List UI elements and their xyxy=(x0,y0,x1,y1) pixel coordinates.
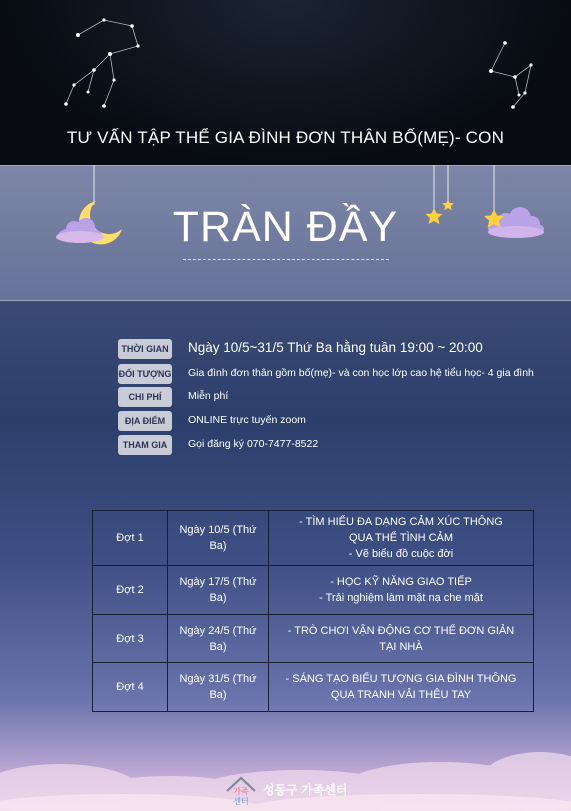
footer-org: 성동구 가족센터 xyxy=(263,783,348,797)
date-cell: Ngày 24/5 (Thứ Ba) xyxy=(168,615,269,663)
info-label: ĐỊA ĐIỂM xyxy=(118,411,172,431)
table-row xyxy=(93,566,534,615)
title-underline xyxy=(183,259,389,260)
activity-cell: - TÌM HIỂU ĐA DẠNG CẢM XÚC THÔNG QUA THỂ TÌNH CẢM - Vẽ biểu đồ cuộc đời xyxy=(269,511,534,566)
info-label: THAM GIA xyxy=(118,435,172,455)
divider xyxy=(0,300,571,301)
program-subtitle: TƯ VẤN TẬP THỂ GIA ĐÌNH ĐƠN THÂN BỐ(MẸ)- CON xyxy=(66,128,505,147)
activity-cell: - SÁNG TẠO BIỂU TƯỢNG GIA ĐÌNH THÔNG QUA TRANH VẢI THÊU TAY xyxy=(269,663,534,712)
table-row xyxy=(93,511,534,566)
info-value: Gọi đăng ký 070-7477-8522 xyxy=(188,438,319,450)
session-cell: Đợt 2 xyxy=(93,566,168,615)
info-value: Gia đình đơn thân gồm bố(mẹ)- và con học lớp cao hệ tiểu học- 4 gia đình xyxy=(188,367,534,379)
session-cell: Đợt 4 xyxy=(93,663,168,712)
date-cell: Ngày 10/5 (Thứ Ba) xyxy=(168,511,269,566)
table-row xyxy=(93,615,534,663)
activity-cell: - TRÒ CHƠI VẬN ĐỘNG CƠ THỂ ĐƠN GIẢN TẠI NHÀ xyxy=(269,615,534,663)
svg-text:센터: 센터 xyxy=(233,797,249,806)
constellation-right-icon xyxy=(475,35,545,115)
family-center-logo xyxy=(224,775,258,807)
activity-cell: - HỌC KỸ NĂNG GIAO TIẾP - Trải nghiệm làm mặt nạ che mặt xyxy=(269,566,534,615)
info-label: ĐỐI TƯỢNG xyxy=(118,364,172,384)
info-value: Ngày 10/5~31/5 Thứ Ba hằng tuần 19:00 ~ 20:00 xyxy=(188,340,483,355)
session-cell: Đợt 3 xyxy=(93,615,168,663)
constellation-left-icon xyxy=(50,10,160,120)
date-cell: Ngày 17/5 (Thứ Ba) xyxy=(168,566,269,615)
svg-text:가족: 가족 xyxy=(233,787,249,796)
date-cell: Ngày 31/5 (Thứ Ba) xyxy=(168,663,269,712)
session-cell: Đợt 1 xyxy=(93,511,168,566)
table-row xyxy=(93,663,534,712)
info-value: Miễn phí xyxy=(188,390,229,402)
info-label: THỜI GIAN xyxy=(118,339,172,359)
schedule-table xyxy=(92,510,534,712)
info-label: CHI PHÍ xyxy=(118,387,172,407)
info-value: ONLINE trực tuyến zoom xyxy=(188,414,306,426)
main-title: TRÀN ĐẦY xyxy=(172,203,399,251)
